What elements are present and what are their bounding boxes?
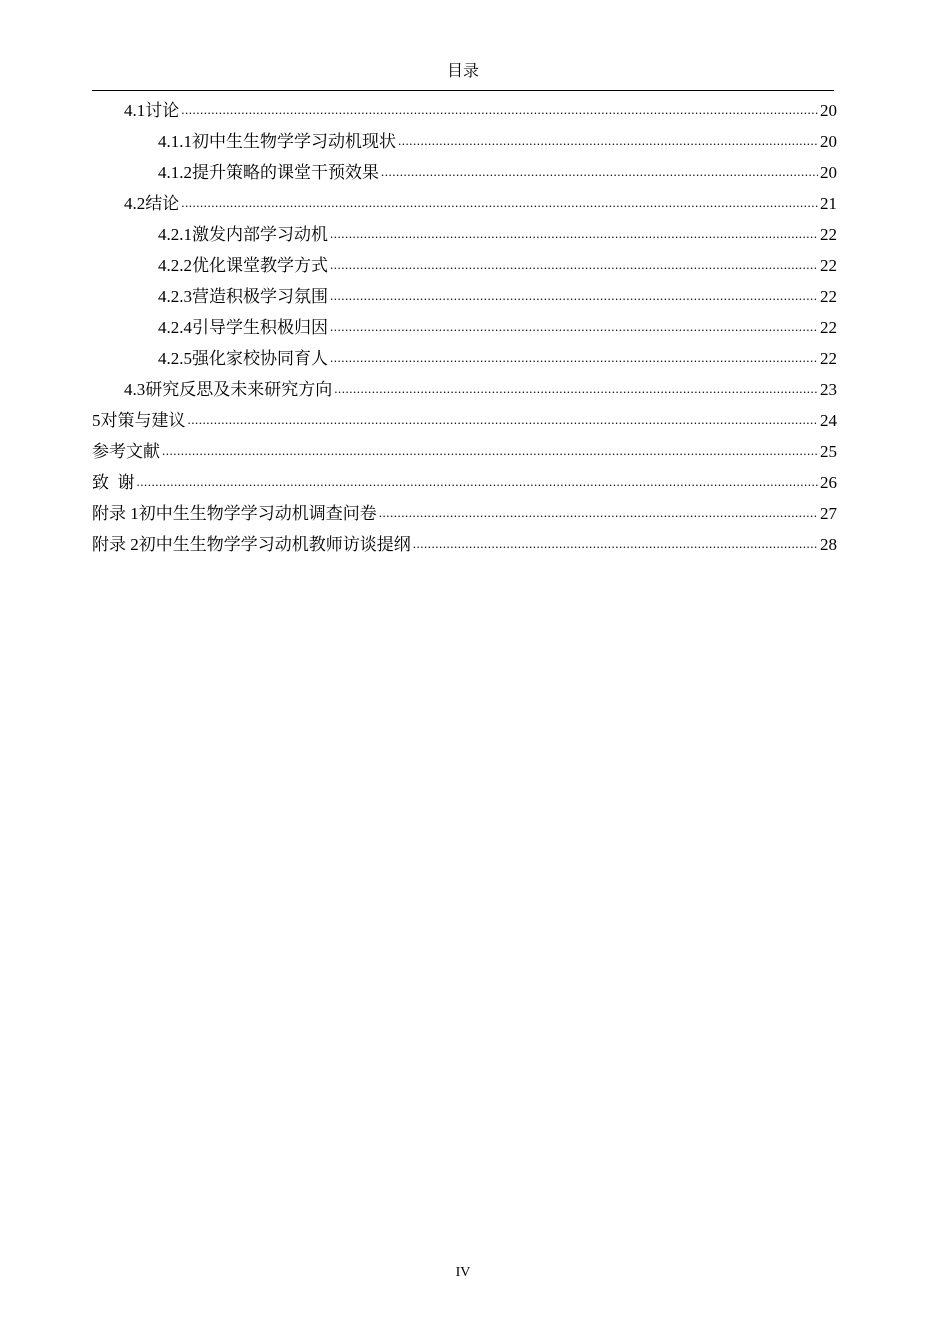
toc-entry-number: 附录 2 (92, 535, 139, 554)
toc-entry-number: 4.3 (124, 380, 146, 399)
toc-entry[interactable] (92, 432, 837, 463)
toc-entry-page: 20 (820, 132, 837, 151)
toc-entry-title: 结论 (145, 194, 180, 213)
toc-entry-title: 对策与建议 (100, 411, 186, 430)
toc-entry[interactable] (92, 246, 837, 277)
toc-dot-leader (162, 439, 818, 462)
toc-entry-number: 4.1 (124, 101, 146, 120)
toc-entry-number: 5 (92, 411, 101, 430)
toc-entry-title: 强化家校协同育人 (192, 349, 328, 368)
toc-entry-page: 22 (820, 225, 837, 244)
toc-entry-page: 27 (820, 504, 837, 523)
toc-entry[interactable] (92, 184, 837, 215)
toc-entry-title: 优化课堂教学方式 (192, 256, 328, 275)
toc-entry-title: 激发内部学习动机 (192, 225, 328, 244)
toc-entry-page: 25 (820, 442, 837, 461)
toc-entry[interactable] (92, 525, 837, 556)
toc-entry[interactable] (92, 153, 837, 184)
page-number: IV (455, 1265, 471, 1280)
toc-entry[interactable] (92, 370, 837, 401)
toc-entry-title: 参考文献 (92, 442, 160, 461)
toc-entry-number: 4.2 (124, 194, 146, 213)
toc-dot-leader (413, 532, 818, 555)
toc-dot-leader (334, 377, 818, 400)
toc-entry[interactable] (92, 401, 837, 432)
toc-entry-title: 初中生生物学学习动机教师访谈提纲 (138, 535, 411, 554)
toc-entry-page: 22 (820, 349, 837, 368)
toc-entry-number: 4.1.2 (158, 163, 192, 182)
toc-dot-leader (381, 160, 818, 183)
toc-entry-number: 4.2.5 (158, 349, 192, 368)
toc-dot-leader (330, 284, 818, 307)
toc-entry-title: 引导学生积极归因 (192, 318, 328, 337)
toc-entry[interactable] (92, 215, 837, 246)
toc-entry-page: 24 (820, 411, 837, 430)
toc-entry[interactable] (92, 91, 837, 122)
page-header-title: 目录 (446, 63, 479, 80)
toc-entry-page: 23 (820, 380, 837, 399)
toc-entry-title: 讨论 (145, 101, 180, 120)
toc-entry-title: 致 谢 (92, 473, 135, 492)
toc-entry[interactable] (92, 122, 837, 153)
toc-dot-leader (330, 253, 818, 276)
table-of-contents (92, 91, 837, 556)
toc-entry-number: 4.1.1 (158, 132, 192, 151)
toc-entry-number: 4.2.1 (158, 225, 192, 244)
toc-entry-title: 营造积极学习氛围 (192, 287, 328, 306)
toc-entry-number: 附录 1 (92, 504, 139, 523)
toc-entry-number: 4.2.2 (158, 256, 192, 275)
toc-entry[interactable] (92, 308, 837, 339)
toc-dot-leader (330, 315, 818, 338)
toc-entry-title: 初中生生物学学习动机现状 (192, 132, 396, 151)
toc-dot-leader (330, 222, 818, 245)
toc-entry[interactable] (92, 463, 837, 494)
toc-entry-title: 初中生生物学学习动机调查问卷 (138, 504, 377, 523)
toc-entry-title: 提升策略的课堂干预效果 (192, 163, 379, 182)
toc-entry-page: 21 (820, 194, 837, 213)
toc-dot-leader (181, 191, 818, 214)
toc-entry[interactable] (92, 494, 837, 525)
toc-entry-page: 20 (820, 101, 837, 120)
toc-dot-leader (379, 501, 818, 524)
toc-entry-page: 22 (820, 256, 837, 275)
toc-dot-leader (181, 98, 818, 121)
toc-dot-leader (330, 346, 818, 369)
toc-entry[interactable] (92, 339, 837, 370)
toc-entry-page: 22 (820, 287, 837, 306)
toc-entry[interactable] (92, 277, 837, 308)
toc-entry-number: 4.2.3 (158, 287, 192, 306)
toc-entry-page: 22 (820, 318, 837, 337)
toc-entry-number: 4.2.4 (158, 318, 192, 337)
toc-entry-page: 28 (820, 535, 837, 554)
toc-entry-title: 研究反思及未来研究方向 (145, 380, 333, 399)
toc-entry-page: 26 (820, 473, 837, 492)
toc-dot-leader (398, 129, 818, 152)
toc-dot-leader (137, 470, 819, 493)
toc-dot-leader (188, 408, 819, 431)
toc-entry-page: 20 (820, 163, 837, 182)
